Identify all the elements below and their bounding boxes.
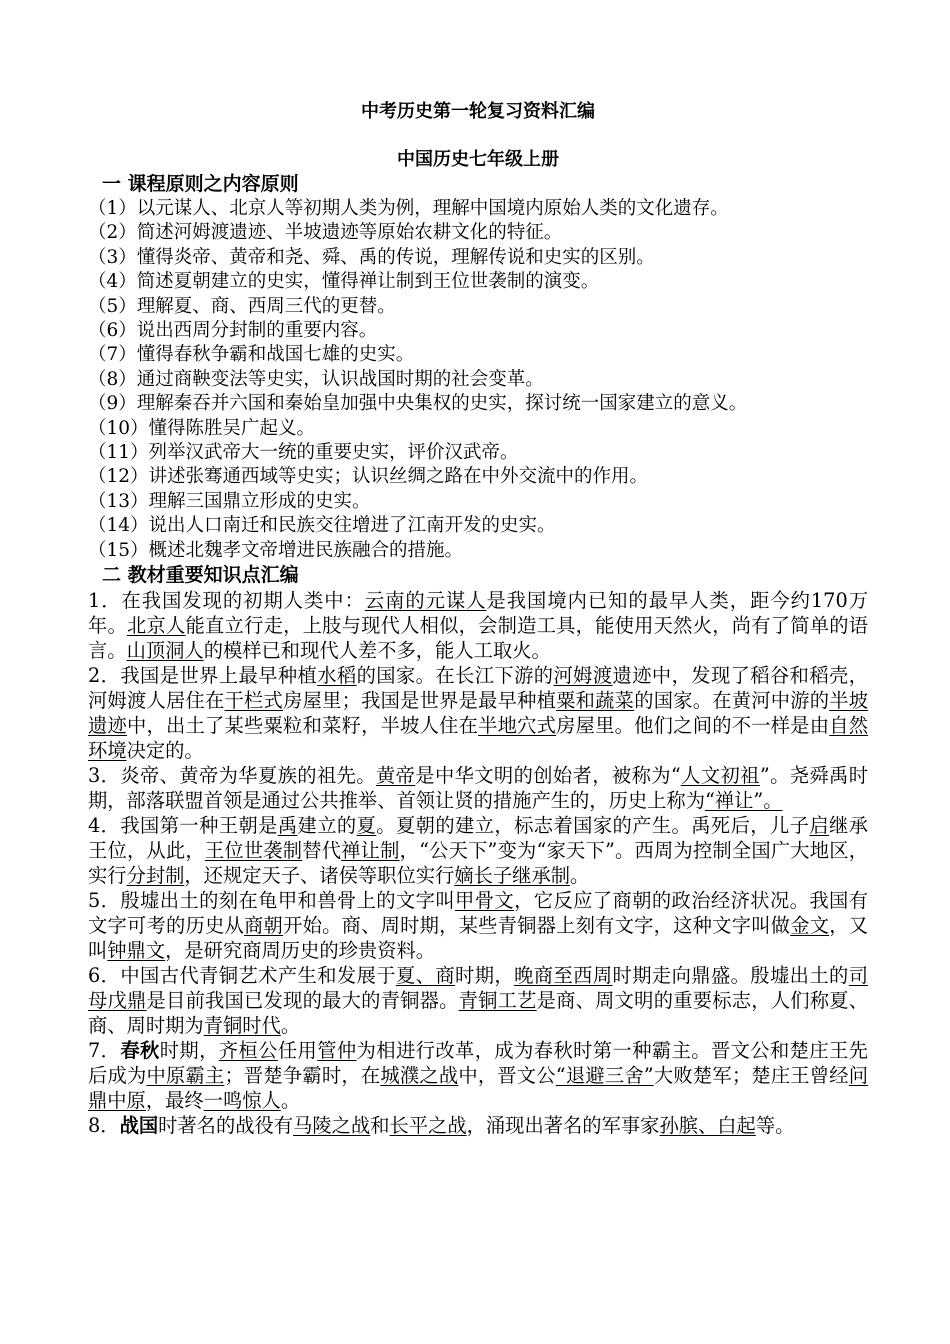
- key-term: “退避三舍”: [555, 1064, 654, 1088]
- paragraph-text: 6．中国古代青铜艺术产生和发展于: [88, 964, 396, 988]
- paragraph-text: 决定的。: [126, 739, 204, 763]
- key-term: 管仲: [317, 1039, 357, 1063]
- key-term: 青铜工艺: [458, 989, 537, 1013]
- paragraph-text: 遗迹中，发现了稻谷和稻壳，河姆渡人居住在: [88, 664, 869, 713]
- key-term: “禅让”。: [705, 789, 783, 813]
- paragraph-text: 7．: [88, 1039, 121, 1063]
- paragraph-text: 大败楚军；楚庄王曾经: [653, 1064, 849, 1088]
- knowledge-paragraph: [88, 763, 868, 813]
- key-term: 嫡长子继承制: [454, 864, 571, 888]
- standard-item: （3）懂得炎帝、黄帝和尧、舜、禹的传说，理解传说和史实的区别。: [88, 246, 655, 268]
- key-term: 钟鼎文: [107, 939, 166, 963]
- paragraph-text: 时期，: [159, 1039, 219, 1063]
- paragraph-text: 的模样已和现代人差不多，能人工取火。: [203, 639, 551, 663]
- paragraph-text: 是我国境内已知的最早人类，距今约170万年。: [88, 589, 868, 638]
- paragraph-text: 建立的: [297, 814, 357, 838]
- paragraph-text: 是目前我国已发现的最大的青铜器。: [146, 989, 459, 1013]
- key-term: 金文: [790, 914, 830, 938]
- key-term: 甲骨文: [455, 889, 515, 913]
- standard-item: （1）以元谋人、北京人等初期人类为例，理解中国境内原始人类的文化遗存。: [88, 198, 729, 219]
- knowledge-paragraph: [88, 963, 868, 1038]
- key-term: 河姆渡: [553, 664, 613, 688]
- key-term: 水稻: [317, 664, 357, 688]
- standard-item: （12）讲述张骞通西域等史实；认识丝绸之路在中外交流中的作用。: [88, 466, 649, 488]
- paragraph-text: ，是研究商周历史的珍贵资料。: [165, 939, 436, 963]
- paragraph-text: 时著名的战役有: [158, 1114, 294, 1138]
- standard-item: （14）说出人口南迁和民族交往增进了江南开发的史实。: [88, 515, 556, 537]
- key-term: 中原霸主: [146, 1064, 225, 1088]
- paragraph-text: 。: [570, 864, 590, 888]
- paragraph-text: 。夏朝的建立，标志着国家的产生。禹死后，儿子: [376, 814, 810, 838]
- paragraph-text: 。: [280, 1014, 301, 1038]
- paragraph-text: ，“公天下”变为“家天下”。西周为控制全国广大地区，实行: [88, 839, 869, 888]
- paragraph-text: ，涌现出著名的军事家: [466, 1114, 660, 1138]
- key-term: 禅让制: [341, 839, 400, 863]
- key-term: 青铜时代: [203, 1014, 281, 1038]
- document-subtitle: 中国历史七年级上册: [397, 149, 559, 170]
- standard-item: （6）说出西周分封制的重要内容。: [88, 320, 378, 342]
- key-term: 黄帝: [375, 764, 416, 788]
- key-term: 司母戊鼎: [88, 964, 869, 1013]
- paragraph-text: 和: [370, 1114, 390, 1138]
- knowledge-paragraph: [88, 1038, 868, 1113]
- key-term: 齐桓公: [218, 1039, 278, 1063]
- key-term: 城濮之战: [380, 1064, 459, 1088]
- key-term: 干栏式: [224, 689, 284, 713]
- key-term: 禹: [277, 814, 298, 838]
- document-page: [88, 0, 868, 1138]
- paragraph-text: 1．在我国发现的初期人类中：: [88, 589, 365, 613]
- standard-item: （2）简述河姆渡遗迹、半坡遗迹等原始农耕文化的特征。: [88, 222, 563, 244]
- standard-item: （13）理解三国鼎立形成的史实。: [88, 490, 371, 512]
- paragraph-text: 的国家。在长江下游的: [356, 664, 554, 688]
- standard-item: （5）理解夏、商、西周三代的更替。: [88, 295, 396, 317]
- paragraph-text: ，最终: [145, 1089, 204, 1113]
- knowledge-paragraph: [88, 588, 868, 663]
- key-term: 问鼎中原: [88, 1064, 869, 1113]
- key-term: 山顶洞人: [126, 639, 204, 663]
- paragraph-text: 中，出土了某些粟粒和菜籽，半坡人住在: [127, 714, 479, 738]
- paragraph-text: 5．殷墟出土的刻在龟甲和兽骨上的文字叫: [88, 889, 456, 913]
- key-term: 云南的元谋人: [364, 589, 487, 613]
- bold-term: 战国: [119, 1114, 159, 1138]
- key-term: 自然环境: [88, 714, 869, 763]
- key-term: 一鸣惊人: [203, 1089, 281, 1113]
- paragraph-text: 时期走向鼎盛。殷墟出土的: [612, 964, 849, 988]
- paragraph-text: 是商、周文明的重要标志，人们称夏、商、周时期为: [88, 989, 869, 1038]
- section-heading-standards: 一 课程原则之内容原则: [102, 173, 299, 195]
- standard-item: （8）通过商鞅变法等史实，认识战国时期的社会变革。: [88, 368, 544, 390]
- key-term: 马陵之战: [293, 1114, 371, 1138]
- paragraph-text: 任用: [277, 1039, 318, 1063]
- paragraph-text: 替代: [302, 839, 342, 863]
- knowledge-list: [88, 588, 868, 1138]
- paragraph-text: 能直立行走，上肢与现代人相似，会制造工具，能使用天然火，尚有了简单的语言。: [88, 614, 869, 663]
- paragraph-text: 为相进行改革，成为春秋时第一种霸主。晋文公和楚庄王先后成为: [88, 1039, 869, 1088]
- key-term: 北京人: [127, 614, 186, 638]
- section-heading-knowledge: 二 教材重要知识点汇编: [102, 564, 299, 587]
- key-term: 商朝: [244, 914, 284, 938]
- paragraph-text: 3．炎帝、黄帝为华夏族的祖先。: [88, 764, 376, 788]
- paragraph-text: 。: [280, 1089, 301, 1113]
- paragraph-text: ”。尧舜禹时期，部落联盟首领是通过公共推举、首领让贤的措施产生的，历史上称为: [88, 764, 869, 813]
- bold-term: 春秋: [120, 1039, 160, 1063]
- key-term: 粟和蔬菜: [556, 689, 635, 713]
- key-term: 长平之战: [389, 1114, 467, 1138]
- standards-list: [88, 197, 868, 563]
- paragraph-text: ，还规定天子、诸侯等职位实行: [184, 864, 455, 888]
- key-term: 晚商至西周: [514, 964, 613, 988]
- paragraph-text: 4．我国第一种王朝是: [88, 814, 278, 838]
- knowledge-paragraph: [88, 663, 868, 763]
- standard-item: （15）概述北魏孝文帝增进民族融合的措施。: [88, 539, 464, 561]
- key-term: 半坡遗迹: [88, 689, 869, 738]
- paragraph-text: 开始。商、周时期，某些青铜器上刻有文字，这种文字叫做: [283, 914, 791, 938]
- standard-item: （4）简述夏朝建立的史实，懂得禅让制到王位世袭制的演变。: [88, 271, 600, 293]
- standard-item: （10）懂得陈胜吴广起义。: [88, 417, 316, 439]
- paragraph-text: 等。: [755, 1114, 795, 1138]
- paragraph-text: 是中华文明的创始者，被称为“: [415, 764, 681, 788]
- paragraph-text: 时期，: [455, 964, 515, 988]
- key-term: 孙膑、白起: [659, 1114, 756, 1138]
- key-term: 王位世袭制: [204, 839, 303, 863]
- paragraph-text: ，它反应了商朝的政治经济状况。我国有文字可考的历史从: [88, 889, 869, 938]
- paragraph-text: 2．我国是世界上最早种植: [88, 664, 318, 688]
- knowledge-paragraph: [88, 813, 868, 888]
- knowledge-paragraph: [88, 888, 868, 963]
- paragraph-text: 8．: [88, 1114, 120, 1138]
- paragraph-text: ；晋楚争霸时，在: [224, 1064, 381, 1088]
- key-term: 人文初祖: [680, 764, 760, 788]
- paragraph-text: 房屋里；我国是世界是最早种植: [283, 689, 557, 713]
- paragraph-text: 中，晋文公: [458, 1064, 556, 1088]
- knowledge-paragraph: [88, 1113, 868, 1138]
- document-title: 中考历史第一轮复习资料汇编: [361, 101, 595, 122]
- paragraph-text: 的国家。在黄河中游的: [634, 689, 830, 713]
- standard-item: （9）理解秦吞并六国和秦始皇加强中央集权的史实，探讨统一国家建立的意义。: [88, 393, 748, 415]
- key-term: 分封制: [126, 864, 185, 888]
- paragraph-text: 继承王位，从此，: [88, 814, 869, 863]
- standard-item: （11）列举汉武帝大一统的重要史实，评价汉武帝。: [88, 442, 519, 464]
- key-term: 启: [809, 814, 830, 838]
- standard-item: （7）懂得春秋争霸和战国七雄的史实。: [88, 344, 415, 366]
- paragraph-text: 房屋里。他们之间的不一样是由: [556, 714, 830, 738]
- key-term: 夏: [356, 814, 377, 838]
- key-term: 半地穴式: [478, 714, 557, 738]
- paragraph-text: ，又叫: [88, 914, 869, 963]
- key-term: 夏、商: [395, 964, 456, 988]
